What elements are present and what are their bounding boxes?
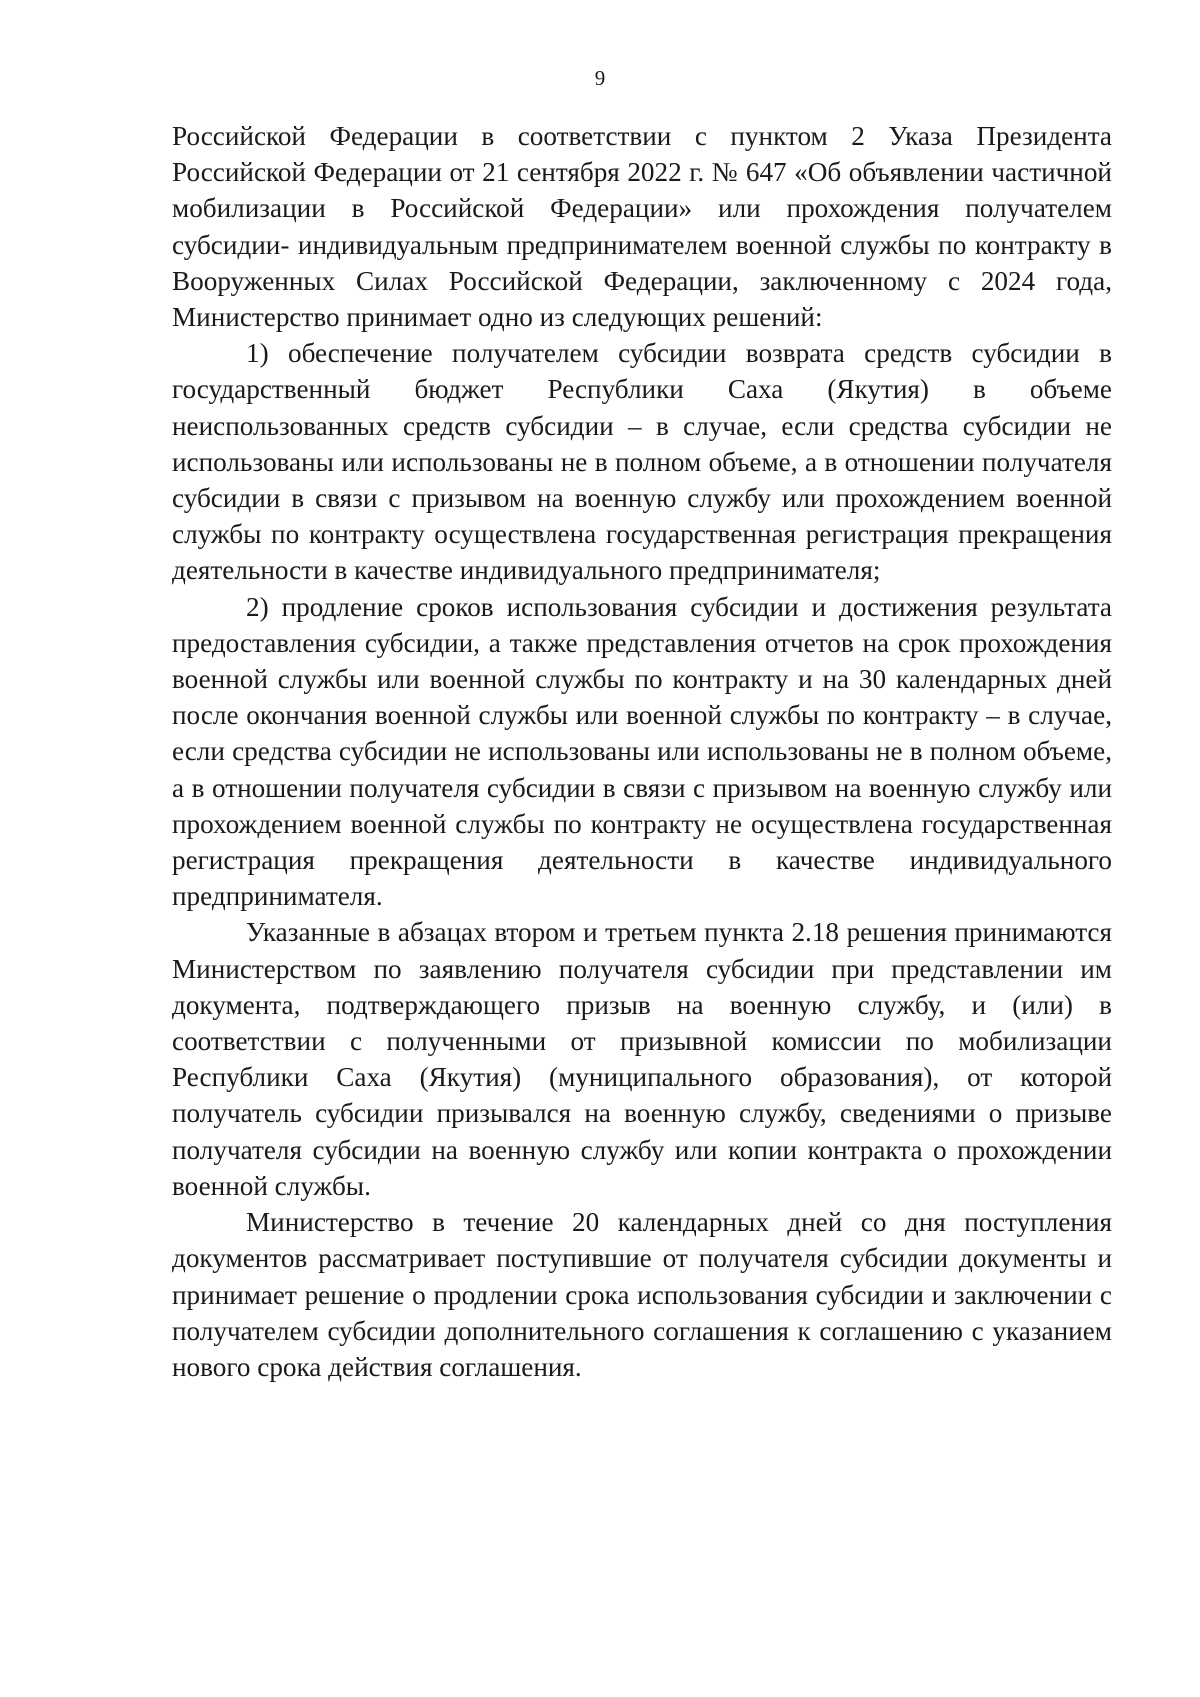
paragraph-decision-2: 2) продление сроков использования субсидии и достижения результата предоставления субсидии, а также представления отчетов на срок прохождения военной службы или военной службы по контракту и на 30 календарных дней после окончания военной службы или военной службы по контракту – в случае, если средства субсидии не использованы или использованы не в полном объеме, а в отношении получателя субсидии в связи с призывом на военную службу или прохождением военной службы по контракту не осуществлена государственная регистрация прекращения деятельности в качестве индивидуального предпринимателя.: [172, 591, 1112, 912]
paragraph-continuation: Российской Федерации в соответствии с пунктом 2 Указа Президента Российской Федерации от 21 сентября 2022 г. № 647 «Об объявлении частичной мобилизации в Российской Федерации» или прохождения получателем субсидии- индивидуальным предпринимателем военной службы по контракту в Вооруженных Силах Российской Федерации, заключенному с 2024 года, Министерство принимает одно из следующих решений:: [172, 121, 1112, 333]
paragraph-decision-basis: Указанные в абзацах втором и третьем пункта 2.18 решения принимаются Министерством по заявлению получателя субсидии при представлении им документа, подтверждающего призыв на военную службу, и (или) в соответствии с полученными от призывной комиссии по мобилизации Республики Саха (Якутия) (муниципального образования), от которой получатель субсидии призывался на военную службу, сведениями о призыве получателя субсидии на военную службу или копии контракта о прохождении военной службы.: [172, 917, 1112, 1201]
page-number: 9: [594, 66, 606, 90]
document-body: [172, 118, 1112, 1385]
paragraph-review-term: Министерство в течение 20 календарных дней со дня поступления документов рассматривает поступившие от получателя субсидии документы и принимает решение о продлении срока использования субсидии и заключении с получателем субсидии дополнительного соглашения к соглашению с указанием нового срока действия соглашения.: [172, 1207, 1112, 1382]
paragraph-decision-1: 1) обеспечение получателем субсидии возврата средств субсидии в государственный бюджет Республики Саха (Якутия) в объеме неиспользованных средств субсидии – в случае, если средства субсидии не использованы или использованы не в полном объеме, а в отношении получателя субсидии в связи с призывом на военную службу или прохождением военной службы по контракту осуществлена государственная регистрация прекращения деятельности в качестве индивидуального предпринимателя;: [172, 338, 1112, 586]
